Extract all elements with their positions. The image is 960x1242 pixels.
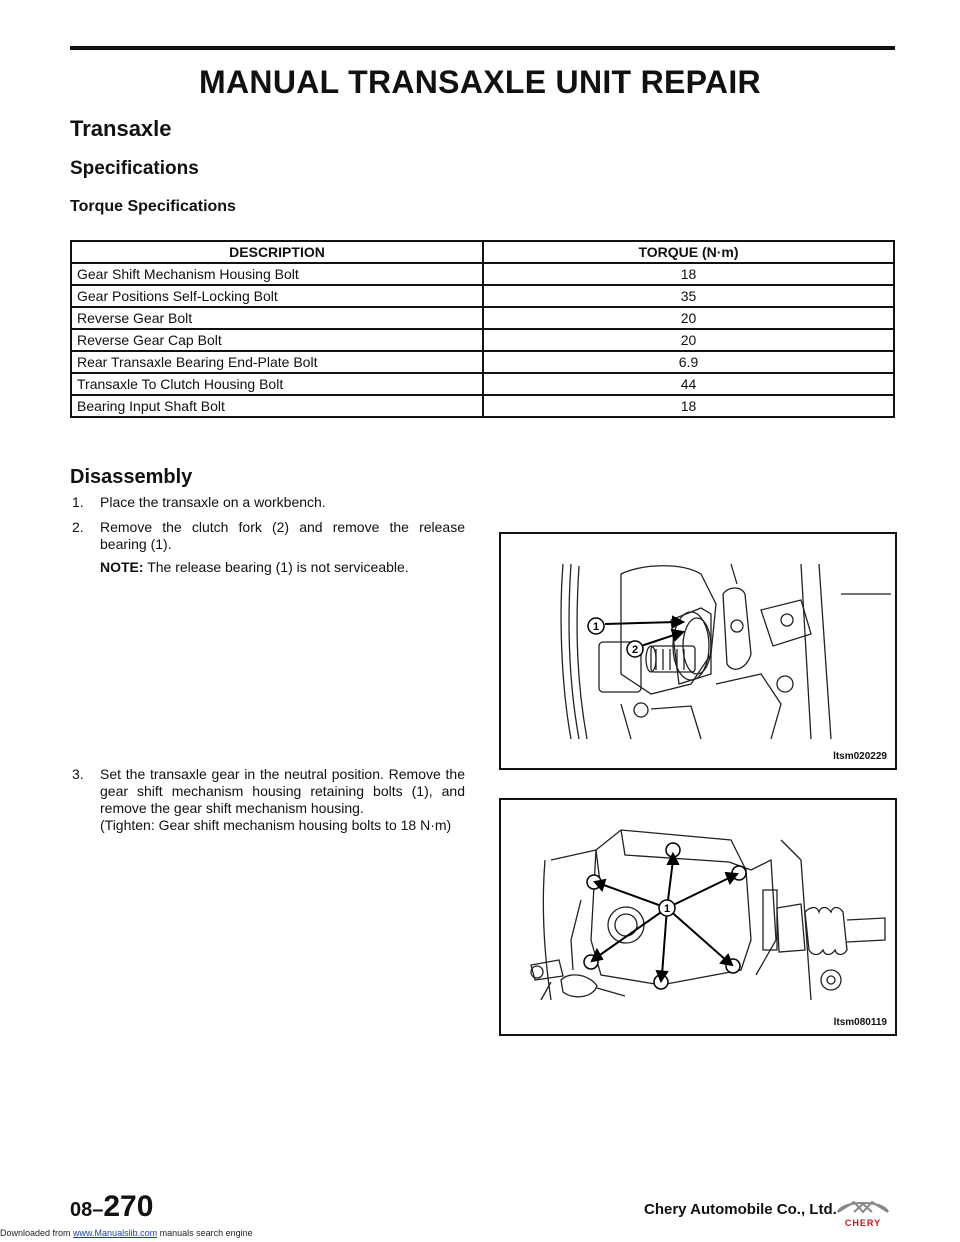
section-heading-torque-specifications: Torque Specifications — [70, 198, 236, 215]
table-row — [71, 307, 894, 329]
section-heading-disassembly: Disassembly — [70, 466, 193, 488]
callout-2 — [627, 641, 643, 657]
manualslib-link[interactable]: www.Manualslib.com — [73, 1228, 158, 1238]
page-title: MANUAL TRANSAXLE UNIT REPAIR — [199, 64, 761, 100]
page-number — [70, 1190, 153, 1224]
step-1 — [70, 494, 465, 511]
figure-id: ltsm020229 — [833, 751, 887, 762]
callout-1 — [588, 618, 604, 634]
tighten-spec: (Tighten: Gear shift mechanism housing bolts to 18 N·m) — [100, 817, 452, 833]
row-torque: 18 — [483, 263, 894, 285]
callout-label: 2 — [631, 644, 639, 656]
disassembly-steps — [70, 494, 465, 584]
top-rule — [70, 46, 895, 50]
step-3 — [70, 766, 465, 834]
release-bearing-illustration — [501, 534, 895, 768]
company-name: Chery Automobile Co., Ltd. — [644, 1201, 837, 1218]
step-number: 1. — [72, 494, 84, 510]
table-row — [71, 351, 894, 373]
download-banner — [0, 1228, 253, 1238]
column-header-description: DESCRIPTION — [71, 241, 483, 263]
section-prefix: 08– — [70, 1199, 104, 1221]
table-row — [71, 395, 894, 417]
row-description: Gear Positions Self-Locking Bolt — [71, 285, 483, 307]
note-label: NOTE: — [100, 559, 144, 575]
row-description: Reverse Gear Cap Bolt — [71, 329, 483, 351]
download-suffix: manuals search engine — [157, 1228, 253, 1238]
section-heading-specifications: Specifications — [70, 158, 199, 179]
row-description: Reverse Gear Bolt — [71, 307, 483, 329]
row-torque: 18 — [483, 395, 894, 417]
download-prefix: Downloaded from — [0, 1228, 74, 1238]
note-text: The release bearing (1) is not serviceable. — [147, 559, 409, 575]
callout-1 — [659, 900, 675, 916]
table-row — [71, 285, 894, 307]
step-text: Remove the clutch fork (2) and remove the release bearing (1). — [100, 519, 465, 552]
logo-wordmark: CHERY — [844, 1218, 882, 1228]
gear-shift-housing-illustration — [501, 800, 895, 1034]
step-text: Place the transaxle on a workbench. — [100, 494, 326, 510]
figure-gear-shift-housing — [499, 798, 897, 1036]
step-2 — [70, 519, 465, 576]
step-number: 3. — [72, 766, 84, 782]
column-header-torque: TORQUE (N·m) — [483, 241, 894, 263]
chery-logo — [832, 1194, 894, 1228]
row-torque: 20 — [483, 329, 894, 351]
page-number-value: 270 — [103, 1190, 154, 1223]
section-heading-transaxle: Transaxle — [70, 116, 172, 141]
row-description: Gear Shift Mechanism Housing Bolt — [71, 263, 483, 285]
step-number: 2. — [72, 519, 84, 535]
row-description: Bearing Input Shaft Bolt — [71, 395, 483, 417]
note — [100, 559, 465, 576]
row-torque: 35 — [483, 285, 894, 307]
row-description: Transaxle To Clutch Housing Bolt — [71, 373, 483, 395]
disassembly-step-3-block — [70, 766, 465, 842]
torque-spec-table — [70, 240, 895, 418]
figure-release-bearing — [499, 532, 897, 770]
row-torque: 20 — [483, 307, 894, 329]
callout-label: 1 — [663, 903, 671, 915]
table-row — [71, 329, 894, 351]
table-row — [71, 263, 894, 285]
table-header-row — [71, 241, 894, 263]
row-torque: 44 — [483, 373, 894, 395]
callout-label: 1 — [592, 621, 600, 633]
table-row — [71, 373, 894, 395]
step-text: Set the transaxle gear in the neutral position. Remove the gear shift mechanism housing retaining bolts (1), and remove the gear shift mechanism housing. — [100, 766, 465, 816]
figure-id: ltsm080119 — [833, 1017, 887, 1028]
row-torque: 6.9 — [483, 351, 894, 373]
row-description: Rear Transaxle Bearing End-Plate Bolt — [71, 351, 483, 373]
